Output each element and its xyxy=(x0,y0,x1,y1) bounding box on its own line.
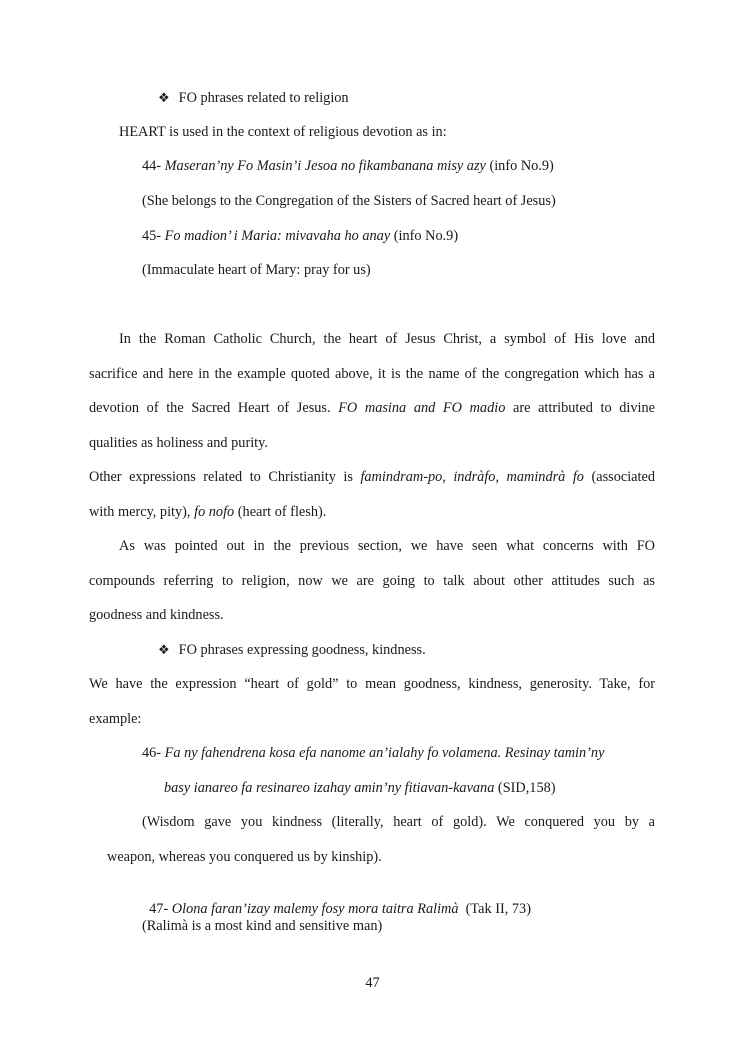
intro-sentence: HEART is used in the context of religious devotion as in: xyxy=(119,124,447,140)
example-47 xyxy=(142,882,531,918)
example-number: 47- xyxy=(149,901,172,917)
example-number: 44- xyxy=(142,158,165,174)
para1-line3: devotion of the Sacred Heart of Jesus. FO masina and FO madio are attributed to divine xyxy=(89,400,655,416)
example-46-line2 xyxy=(164,779,556,797)
example-46-translation-line1: (Wisdom gave you kindness (literally, heart of gold). We conquered you by a xyxy=(142,814,655,830)
para4-line1: We have the expression “heart of gold” to mean goodness, kindness, generosity. Take, for xyxy=(89,676,655,692)
page-number: 47 xyxy=(365,975,380,991)
para3-line1: As was pointed out in the previous section, we have seen what concerns with FO xyxy=(119,538,655,554)
para4-line2: example: xyxy=(89,711,142,727)
example-reference: (Tak II, 73) xyxy=(458,901,531,917)
example-45 xyxy=(142,227,458,245)
example-46-line1 xyxy=(142,744,604,762)
example-47-translation: (Ralimà is a most kind and sensitive man) xyxy=(142,918,383,934)
example-reference: (info No.9) xyxy=(390,228,459,244)
example-text: Fa ny fahendrena kosa efa nanome an’ialahy fo volamena. Resinay tamin’ny xyxy=(164,745,605,761)
example-number: 45- xyxy=(142,228,165,244)
para2-line2: with mercy, pity), fo nofo (heart of flesh). xyxy=(89,504,327,520)
diamond-bullet-icon: ❖ xyxy=(158,642,170,657)
example-46-translation-line2: weapon, whereas you conquered us by kinship). xyxy=(107,849,382,865)
example-number: 46- xyxy=(142,745,165,761)
para2-line1: Other expressions related to Christianity is famindram-po, indràfo, mamindrà fo (associated xyxy=(89,469,655,485)
example-44 xyxy=(142,157,554,175)
para1-line1: In the Roman Catholic Church, the heart of Jesus Christ, a symbol of His love and xyxy=(119,331,655,347)
section-heading-goodness xyxy=(158,641,426,659)
section-heading-text: FO phrases expressing goodness, kindness. xyxy=(178,642,426,658)
para1-line2: sacrifice and here in the example quoted above, it is the name of the congregation which has a xyxy=(89,366,655,382)
section-heading-text: FO phrases related to religion xyxy=(178,90,349,106)
para3-line2: compounds referring to religion, now we are going to talk about other attitudes such as xyxy=(89,573,655,589)
para1-line4: qualities as holiness and purity. xyxy=(89,435,268,451)
italic-phrase: FO masina and FO madio xyxy=(338,400,506,416)
example-reference: (info No.9) xyxy=(485,158,554,174)
example-44-translation: (She belongs to the Congregation of the Sisters of Sacred heart of Jesus) xyxy=(142,193,556,209)
para3-line3: goodness and kindness. xyxy=(89,607,224,623)
example-45-translation: (Immaculate heart of Mary: pray for us) xyxy=(142,262,371,278)
example-text: Olona faran’izay malemy fosy mora taitra Ralimà xyxy=(171,901,459,917)
example-text: basy ianareo fa resinareo izahay amin’ny fitiavan-kavana xyxy=(164,780,495,796)
section-heading-religion xyxy=(158,89,349,107)
italic-phrase: fo nofo xyxy=(194,504,235,520)
example-reference: (SID,158) xyxy=(494,780,556,796)
example-text: Maseran’ny Fo Masin’i Jesoa no fikambanana misy azy xyxy=(164,158,486,174)
diamond-bullet-icon: ❖ xyxy=(158,90,170,105)
example-text: Fo madion’ i Maria: mivavaha ho anay xyxy=(164,228,391,244)
italic-phrase: famindram-po, indràfo, mamindrà fo xyxy=(360,469,584,485)
